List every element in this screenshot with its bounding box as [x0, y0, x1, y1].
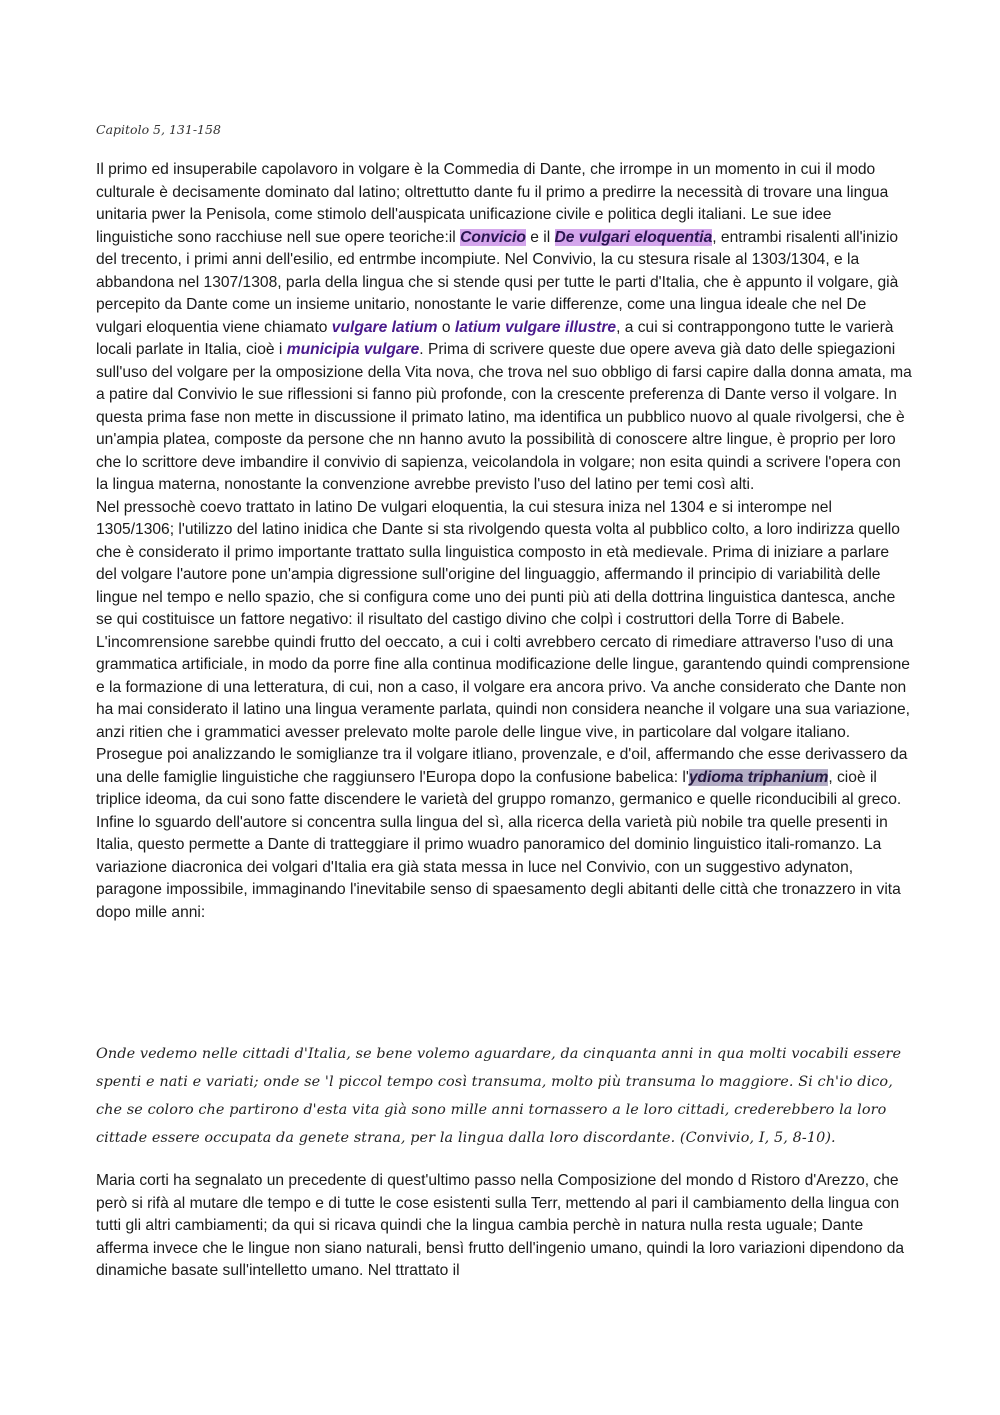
- term-latium-vulgare-illustre: latium vulgare illustre: [454, 318, 617, 336]
- convivio-quotation: Onde vedemo nelle cittadi d'Italia, se bene volemo aguardare, da cinquanta anni in qua molti vocabili essere spenti e nati e variati; onde se 'l piccol tempo così transuma, molto più transuma lo maggiore. Si ch'io dico, che se coloro che partirono d'esta vita già sono mille anni tornassero a le loro cittadi, crederebbero la loro cittade essere occupata da genete strana, per la lingua dalla loro discordante. (Convivio, I, 5, 8-10).: [96, 1046, 902, 1146]
- paragraph-1: [96, 159, 912, 497]
- text-run: , a cui si contrappongono tutte le varierà locali parlate in Italia, cioè i: [96, 318, 894, 358]
- text-run: Nel pressochè coevo trattato in latino De vulgari eloquentia, la cui stesura iniza nel 1304 e si interompe nel 1305/1306; l'utilizzo del latino inidica che Dante si sta rivolgendo questa volta al pubblico colto, a loro indirizza quello che è considerato il primo importante trattato sulla linguistica composto in età medievale. Prima di iniziare a parlare del volgare l'autore pone un'ampia digressione sull'origine del linguaggio, affermando il principio di variabilità delle lingue nel tempo e nello spazio, che si configura come uno dei punti più ati della dottrina linguistica dantesca, anche se qui costituisce un fattore negativo: il risultato del castigo divino che colpì i costruttori della Torre di Babele. L'incomrensione sarebbe quindi frutto del oeccato, a cui i colti avrebbero cercato di rimediare attraverso l'uso di una grammatica artificiale, in modo da porre fine alla continua modificazione delle lingue, garantendo quindi comprensione e la formazione di una letteratura, di cui, non a caso, il volgare era ancora privo. Va anche considerato che Dante non ha mai considerato il latino una lingua veramente parlata, quindi non considera neanche il volgare una sua variazione, anzi ritien che i grammatici avesser prelevato molte parole delle lingue vive, in particolare dal volgare italiano. Prosegue poi analizzando le somiglianze tra il volgare itliano, provenzale, e d'oil, affermando che esse derivassero da una delle famiglie linguistiche che raggiunsero l'Europa dopo la confusione babelica: l': [96, 498, 910, 786]
- text-run: o: [437, 318, 455, 336]
- term-municipia-vulgare: municipia vulgare: [286, 341, 420, 358]
- chapter-heading: Capitolo 5, 131-158: [96, 122, 221, 137]
- highlight-convicio: Convicio: [460, 228, 526, 246]
- highlight-ydioma-triphanium: ydioma triphanium: [688, 768, 829, 786]
- text-run: , cioè il triplice ideoma, da cui sono fatte discendere le varietà del gruppo romanzo, germanico e quelle riconducibili al greco. Infine lo sguardo dell'autore si concentra sulla lingua del sì, alla ricerca della varietà più nobile tra quelle presenti in Italia, questo permette a Dante di tratteggiare il primo wuadro panoramico del dominio linguistico itali-romanzo. La variazione diacronica dei volgari d'Italia era già stata messa in luce nel Convivio, con un suggestivo adynaton, paragone impossibile, immaginando l'inevitabile senso di spaesamento degli abitanti delle città che tronazzero in vita dopo mille anni:: [96, 768, 902, 921]
- term-vulgare-latium: vulgare latium: [331, 318, 438, 336]
- text-run: e il: [525, 228, 555, 246]
- paragraph-2: [96, 497, 912, 925]
- text-run: . Prima di scrivere queste due opere aveva già dato delle spiegazioni sull'uso del volgare per la omposizione della Vita nova, che trova nel suo obbligo di farsi capire dalla donna amata, ma a patire dal Convivio le sue riflessioni si fanno più profonde, con la crescente preferenza di Dante verso il volgare. In questa prima fase non mette in discussione il primato latino, ma identifica un pubblico nuovo al quale rivolgersi, che è un'ampia platea, composte da persone che nn hanno avuto la possibilità di conoscere altre lingue, è proprio per loro che lo scrittore deve imbandire il convivio di sapienza, veicolandola in volgare; non esita quindi a scrivere l'opera con la lingua materna, nonostante la convenzione avrebbe previsto l'uso del latino per temi così alti.: [96, 341, 912, 493]
- main-text: [96, 159, 912, 924]
- text-run: , entrambi risalenti all'inizio del trecento, i primi anni dell'esilio, ed entrmbe incompiute. Nel Convivio, la cu stesura risale al 1303/1304, e la abbandona nel 1307/1308, parla della lingua che si stende qusi per tutte le parti d'Italia, che è appunto il volgare, già percepito da Dante come un insieme unitario, nonostante le varie differenze, come una lingua ideale che nel De vulgari eloquentia viene chiamato: [96, 228, 899, 336]
- text-run: Il primo ed insuperabile capolavoro in volgare è la Commedia di Dante, che irrompe in un momento in cui il modo culturale è decisamente dominato dal latino; oltrettutto dante fu il primo a predirre la necessità di trovare una lingua unitaria pwer la Penisola, come stimolo dell'auspicata unificazione civile e politica degli italiani. Le sue idee linguistiche sono racchiuse nell sue opere teoriche:il: [96, 161, 889, 246]
- highlight-de-vulgari-eloquentia: De vulgari eloquentia: [554, 228, 713, 246]
- paragraph-3: Maria corti ha segnalato un precedente di quest'ultimo passo nella Composizione del mondo d Ristoro d'Arezzo, che però si rifà al mutare dle tempo e di tutte le cose esistenti sulla Terr, mettendo al pari il cambiamento della lingua con tutti gli altri cambiamenti; da qui si ricava quindi che la lingua cambia perchè in natura nulla resta uguale; Dante afferma invece che le lingue non siano naturali, bensì frutto dell'ingenio umano, quindi la loro variazioni dipendono da dinamiche basate sull'intelletto umano. Nel ttrattato il: [96, 1172, 905, 1279]
